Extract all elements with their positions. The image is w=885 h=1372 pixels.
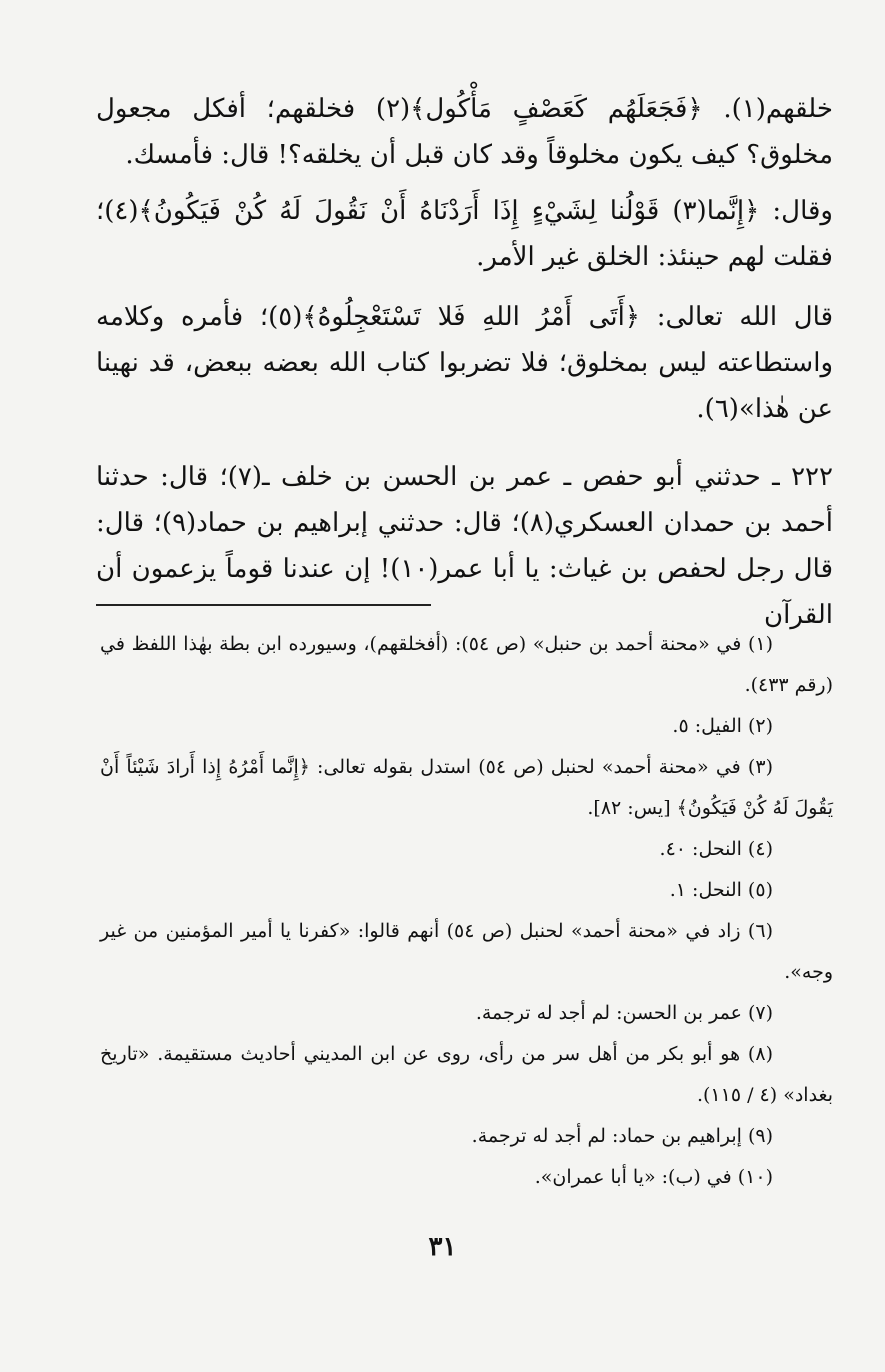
footnote-2: (٢) الفيل: ٥.	[672, 715, 773, 737]
footnote-8: (٨) هو أبو بكر من أهل سر من رأى، روى عن ابن المديني أحاديث مستقيمة. «تاريخ بغداد» (٤ / ١١٥).	[100, 1043, 833, 1106]
footnote-3: (٣) في «محنة أحمد» لحنبل (ص ٥٤) استدل بقوله تعالى: ﴿إِنَّما أَمْرُهُ إِذا أَرادَ شَيْئاً أَنْ يَقُولَ لَهُ كُنْ فَيَكُونُ﴾ [يس: ٨٢].	[100, 756, 833, 819]
footnote-6: (٦) زاد في «محنة أحمد» لحنبل (ص ٥٤) أنهم قالوا: «كفرنا يا أمير المؤمنين من غير وجه».	[100, 920, 833, 983]
footnote-7: (٧) عمر بن الحسن: لم أجد له ترجمة.	[475, 1002, 773, 1024]
page-number: ٣١	[428, 1232, 457, 1262]
paragraph-1: خلقهم(١). ﴿فَجَعَلَهُم كَعَصْفٍ مَأْكُول﴾(٢) فخلقهم؛ أفكل مجعول مخلوق؟ كيف يكون مخلوقاً وقد كان قبل أن يخلقه؟! قال: فأمسك.	[96, 94, 833, 170]
footnote-4: (٤) النحل: ٤٠.	[659, 838, 773, 860]
main-text	[96, 86, 833, 638]
footnote-10: (١٠) في (ب): «يا أبا عمران».	[534, 1166, 773, 1188]
paragraph-3: قال الله تعالى: ﴿أَتَى أَمْرُ اللهِ فَلا تَسْتَعْجِلُوهُ﴾(٥)؛ فأمره وكلامه واستطاعته ليس بمخلوق؛ فلا تضربوا كتاب الله بعضه ببعض، قد نهينا عن هٰذا»(٦).	[96, 302, 834, 424]
footnote-divider	[96, 604, 431, 606]
footnote-5: (٥) النحل: ١.	[669, 879, 773, 901]
footnotes	[100, 624, 833, 1198]
footnote-1: (١) في «محنة أحمد بن حنبل» (ص ٥٤): (أفخلقهم)، وسيورده ابن بطة بهٰذا اللفظ في (رقم ٤٣٣).	[100, 633, 833, 696]
footnote-9: (٩) إبراهيم بن حماد: لم أجد له ترجمة.	[471, 1125, 773, 1147]
paragraph-4: ٢٢٢ ـ حدثني أبو حفص ـ عمر بن الحسن بن خلف ـ(٧)؛ قال: حدثنا أحمد بن حمدان العسكري(٨)؛ قال: حدثني إبراهيم بن حماد(٩)؛ قال: قال رجل لحفص بن غياث: يا أبا عمر(١٠)! إن عندنا قوماً يزعمون أن القرآن	[96, 462, 834, 630]
paragraph-2: وقال: ﴿إِنَّما(٣) قَوْلُنا لِشَيْءٍ إِذَا أَرَدْنَاهُ أَنْ نَقُولَ لَهُ كُنْ فَيَكُونُ﴾(٤)؛ فقلت لهم حينئذ: الخلق غير الأمر.	[96, 196, 833, 272]
